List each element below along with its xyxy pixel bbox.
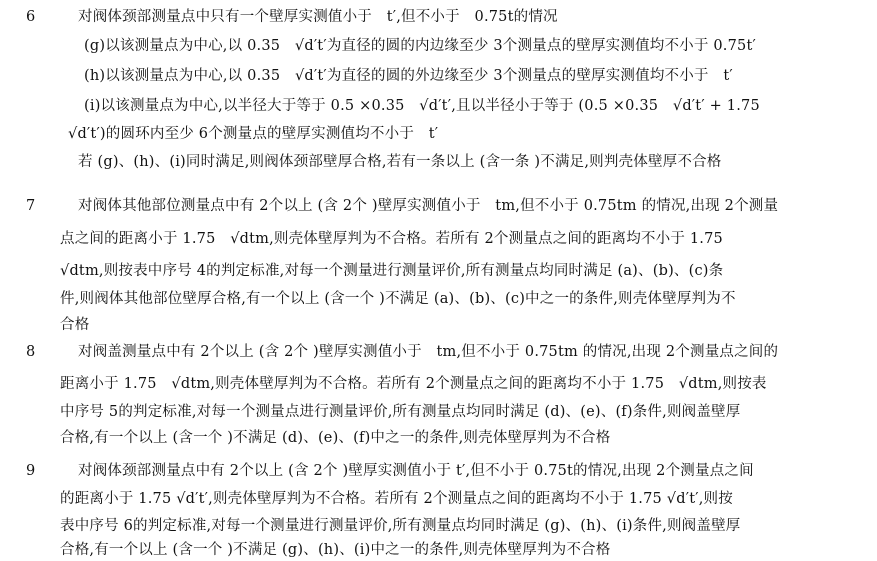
- item-text-line: 件,则阀体其他部位壁厚合格,有一个以上 (含一个 )不满足 (a)、(b)、(c)中之一的条件,则壳体壁厚判为不: [60, 291, 736, 307]
- item-number: 9: [26, 463, 36, 479]
- item-text-line: (i)以该测量点为中心,以半径大于等于 0.5 ×0.35 √d′t′,且以半径小于等于 (0.5 ×0.35 √d′t′ + 1.75: [84, 98, 760, 114]
- item-number: 8: [26, 344, 36, 360]
- item-text-line: 距离小于 1.75 √dtm,则壳体壁厚判为不合格。若所有 2个测量点之间的距离均不小于 1.75 √dtm,则按表: [60, 376, 767, 392]
- item-text-line: 点之间的距离小于 1.75 √dtm,则壳体壁厚判为不合格。若所有 2个测量点之间的距离均不小于 1.75: [60, 231, 723, 247]
- item-text-line: 若 (g)、(h)、(i)同时满足,则阀体颈部壁厚合格,若有一条以上 (含一条 )不满足,则判壳体壁厚不合格: [78, 154, 722, 170]
- item-text-line: 的距离小于 1.75 √d′t′,则壳体壁厚判为不合格。若所有 2个测量点之间的距离均不小于 1.75 √d′t′,则按: [60, 491, 733, 507]
- item-text-line: √dtm,则按表中序号 4的判定标准,对每一个测量进行测量评价,所有测量点均同时满足 (a)、(b)、(c)条: [60, 263, 724, 279]
- item-text-line: 合格,有一个以上 (含一个 )不满足 (d)、(e)、(f)中之一的条件,则壳体壁厚判为不合格: [60, 430, 611, 446]
- item-text-line: 对阀体颈部测量点中只有一个壁厚实测值小于 t′,但不小于 0.75t的情况: [78, 9, 558, 25]
- item-text-line: 合格: [60, 317, 90, 333]
- item-text-line: (g)以该测量点为中心,以 0.35 √d′t′为直径的圆的内边缘至少 3个测量点的壁厚实测值均不小于 0.75t′: [84, 38, 756, 54]
- item-text-line: 对阀体颈部测量点中有 2个以上 (含 2个 )壁厚实测值小于 t′,但不小于 0.75t的情况,出现 2个测量点之间: [78, 463, 754, 479]
- item-text-line: 合格,有一个以上 (含一个 )不满足 (g)、(h)、(i)中之一的条件,则壳体壁厚判为不合格: [60, 542, 611, 558]
- item-text-line: 对阀盖测量点中有 2个以上 (含 2个 )壁厚实测值小于 tm,但不小于 0.75tm 的情况,出现 2个测量点之间的: [78, 344, 779, 360]
- item-text-line: 中序号 5的判定标准,对每一个测量点进行测量评价,所有测量点均同时满足 (d)、(e)、(f)条件,则阀盖壁厚: [60, 404, 741, 420]
- item-number: 6: [26, 9, 36, 25]
- item-text-line: 对阀体其他部位测量点中有 2个以上 (含 2个 )壁厚实测值小于 tm,但不小于 0.75tm 的情况,出现 2个测量: [78, 198, 779, 214]
- item-text-line: 表中序号 6的判定标准,对每一个测量进行测量评价,所有测量点均同时满足 (g)、(h)、(i)条件,则阀盖壁厚: [60, 518, 741, 534]
- item-text-line: (h)以该测量点为中心,以 0.35 √d′t′为直径的圆的外边缘至少 3个测量点的壁厚实测值均不小于 t′: [84, 68, 733, 84]
- item-text-line: √d′t′)的圆环内至少 6个测量点的壁厚实测值均不小于 t′: [68, 126, 439, 142]
- item-number: 7: [26, 198, 36, 214]
